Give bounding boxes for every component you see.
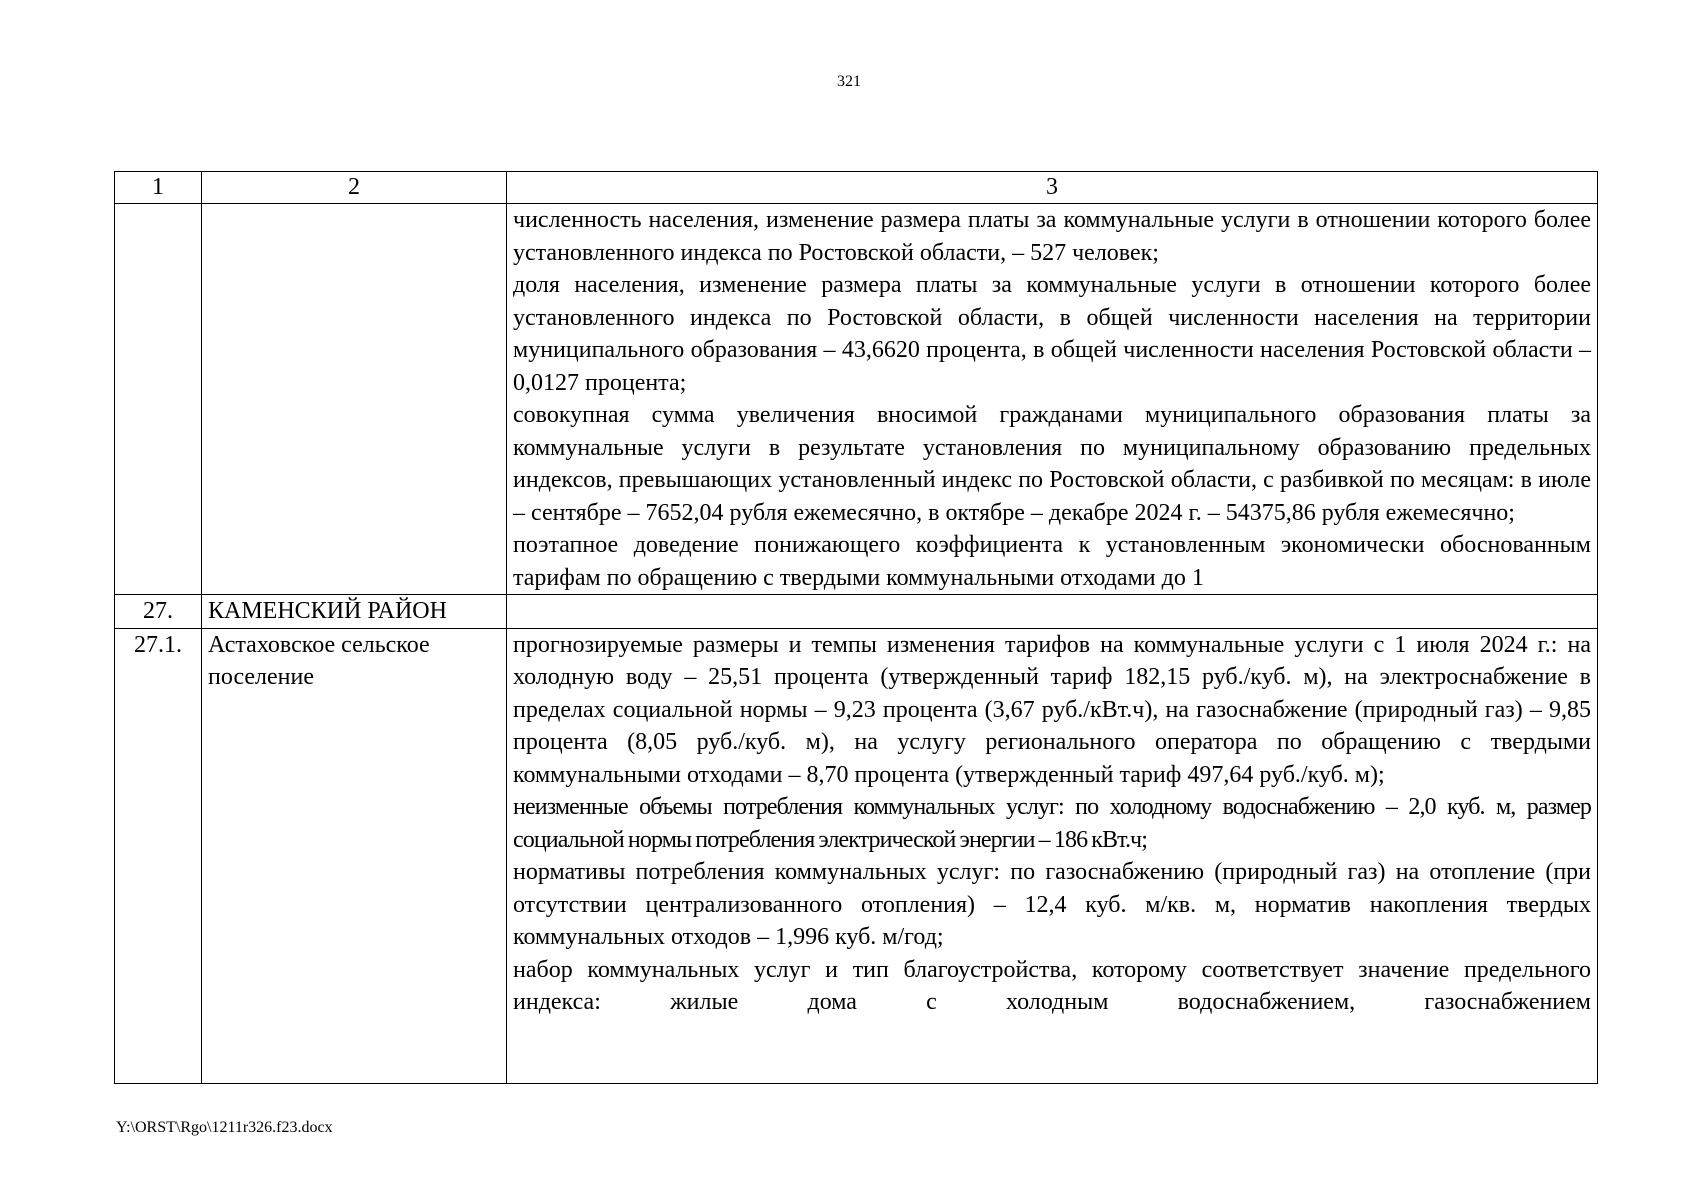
paragraph-total-increase: совокупная сумма увеличения вносимой гражданами муниципального образования платы за коммунальные услуги в результате установления по муниципальному образованию предельных индексов, превышающих установленный индекс по Ростовской области, с разбивкой по месяцам: в июле – сентябре – 7652,04 рубля ежемесячно, в октябре – декабре 2024 г. – 54375,86 рубля ежемесячно; xyxy=(513,402,1591,526)
continuation-number-cell xyxy=(115,204,202,595)
paragraph-coefficient: поэтапное доведение понижающего коэффициента к установленным экономически обоснованным тарифам по обращению с твердыми коммунальными отходами до 1 xyxy=(513,532,1591,591)
district-text-cell xyxy=(507,595,1598,629)
header-cell-1: 1 xyxy=(115,172,202,204)
district-name: КАМЕНСКИЙ РАЙОН xyxy=(202,595,507,629)
settlement-number: 27.1. xyxy=(115,628,202,1083)
paragraph-consumption-volumes: неизменные объемы потребления коммунальных услуг: по холодному водоснабжению – 2,0 куб. м, размер социальной нормы потребления электрической энергии – 186 кВт.ч; xyxy=(513,794,1591,853)
table-row-district xyxy=(115,595,1598,629)
header-cell-3: 3 xyxy=(507,172,1598,204)
paragraph-services-set: набор коммунальных услуг и тип благоустройства, которому соответствует значение предельного индекса: жилые дома с холодным водоснабжением, газоснабжением xyxy=(513,956,1591,1015)
settlement-name: Астаховское сельское поселение xyxy=(202,628,507,1083)
header-cell-2: 2 xyxy=(202,172,507,204)
settlement-text-box xyxy=(513,629,1591,1083)
continuation-name-cell xyxy=(202,204,507,595)
settlement-text-cell xyxy=(507,628,1598,1083)
table-row-continuation xyxy=(115,204,1598,595)
paragraph-consumption-norms: нормативы потребления коммунальных услуг: по газоснабжению (природный газ) на отопление (при отсутствии централизованного отопления) – 12,4 куб. м/кв. м, норматив накопления твердых коммунальных отходов – 1,996 куб. м/год; xyxy=(513,859,1591,950)
table-header-row xyxy=(115,172,1598,204)
footer-file-path: Y:\ORST\Rgo\1211r326.f23.docx xyxy=(116,1119,333,1136)
page-number: 321 xyxy=(837,73,861,90)
table-row-settlement xyxy=(115,628,1598,1083)
tariff-table xyxy=(114,171,1598,1084)
district-number: 27. xyxy=(115,595,202,629)
paragraph-population-share: доля населения, изменение размера платы за коммунальные услуги в отношении которого более установленного индекса по Ростовской области, в общей численности населения на территории муниципального образования – 43,6620 процента, в общей численности населения Ростовской области – 0,0127 процента; xyxy=(513,272,1591,396)
paragraph-forecast-tariffs: прогнозируемые размеры и темпы изменения тарифов на коммунальные услуги с 1 июля 2024 г.: на холодную воду – 25,51 процента (утвержденный тариф 182,15 руб./куб. м), на электроснабжение в пределах социальной нормы – 9,23 процента (3,67 руб./кВт.ч), на газоснабжение (природный газ) – 9,85 процента (8,05 руб./куб. м), на услугу регионального оператора по обращению с твердыми коммунальными отходами – 8,70 процента (утвержденный тариф 497,64 руб./куб. м); xyxy=(513,631,1591,788)
paragraph-population-count: численность населения, изменение размера платы за коммунальные услуги в отношении которого более установленного индекса по Ростовской области, – 527 человек; xyxy=(513,207,1591,266)
continuation-text-cell xyxy=(507,204,1598,595)
